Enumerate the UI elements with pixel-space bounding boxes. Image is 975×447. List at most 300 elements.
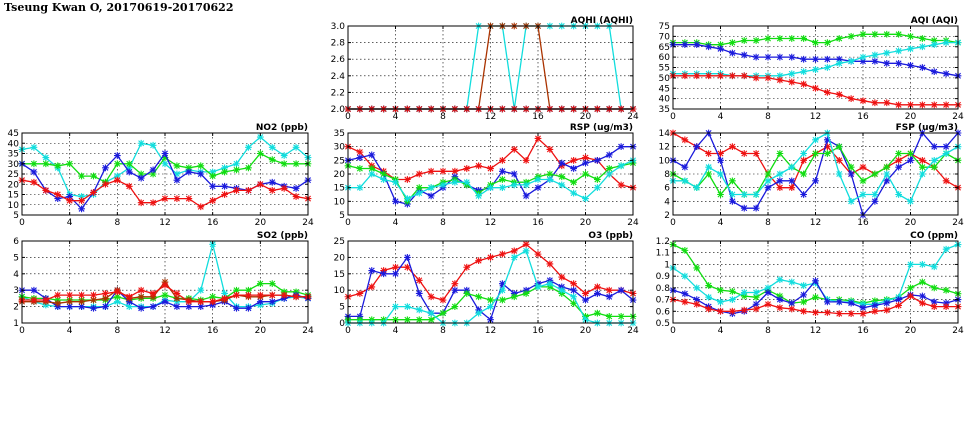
data-point bbox=[606, 171, 613, 178]
y-tick-label: 15 bbox=[7, 190, 19, 201]
data-point bbox=[765, 171, 772, 178]
y-tick-label: 2.6 bbox=[330, 55, 345, 66]
data-point bbox=[606, 151, 613, 158]
data-point bbox=[824, 64, 831, 71]
data-point bbox=[463, 179, 470, 186]
x-tick-label: 4 bbox=[66, 326, 73, 336]
data-point bbox=[356, 154, 363, 161]
data-point bbox=[451, 179, 458, 186]
data-point bbox=[570, 280, 577, 287]
data-point bbox=[824, 150, 831, 157]
data-point bbox=[356, 165, 363, 172]
data-point bbox=[788, 177, 795, 184]
data-point bbox=[741, 307, 748, 314]
data-point bbox=[729, 50, 736, 57]
data-point bbox=[836, 299, 843, 306]
data-point bbox=[174, 177, 181, 184]
y-tick-label: 60 bbox=[658, 53, 670, 64]
y-tick-label: 50 bbox=[658, 73, 670, 84]
data-point bbox=[895, 60, 902, 67]
chart-title: O3 (ppb) bbox=[588, 231, 633, 241]
x-tick-label: 0 bbox=[345, 112, 351, 122]
data-point bbox=[705, 282, 712, 289]
x-tick-label: 16 bbox=[857, 326, 869, 336]
data-point bbox=[812, 136, 819, 143]
data-point bbox=[78, 292, 85, 299]
data-point bbox=[546, 261, 553, 268]
y-tick-label: 25 bbox=[333, 237, 345, 247]
data-point bbox=[162, 150, 169, 157]
y-tick-label: 20 bbox=[333, 253, 345, 264]
data-point bbox=[895, 296, 902, 303]
data-point bbox=[233, 160, 240, 167]
data-point bbox=[114, 288, 121, 295]
data-point bbox=[765, 301, 772, 308]
data-point bbox=[440, 297, 447, 304]
data-point bbox=[812, 39, 819, 46]
data-point bbox=[919, 261, 926, 268]
x-tick-label: 12 bbox=[159, 218, 171, 228]
data-point bbox=[931, 303, 938, 310]
data-point bbox=[416, 290, 423, 297]
x-tick-label: 12 bbox=[809, 218, 822, 228]
data-point bbox=[800, 171, 807, 178]
data-point bbox=[943, 70, 950, 77]
data-point bbox=[546, 146, 553, 153]
y-tick-label: 30 bbox=[333, 142, 345, 153]
data-point bbox=[416, 171, 423, 178]
data-point bbox=[693, 265, 700, 272]
x-tick-label: 8 bbox=[765, 326, 771, 336]
data-point bbox=[860, 304, 867, 311]
y-tick-label: 12 bbox=[658, 142, 670, 153]
data-point bbox=[594, 310, 601, 317]
x-tick-label: 12 bbox=[159, 326, 171, 336]
data-point bbox=[209, 173, 216, 180]
data-point bbox=[753, 74, 760, 81]
data-point bbox=[416, 277, 423, 284]
data-point bbox=[511, 146, 518, 153]
data-point bbox=[233, 167, 240, 174]
data-point bbox=[487, 184, 494, 191]
data-point bbox=[221, 295, 228, 302]
data-point bbox=[895, 191, 902, 198]
data-point bbox=[221, 183, 228, 190]
data-point bbox=[919, 64, 926, 71]
data-point bbox=[765, 74, 772, 81]
data-point bbox=[102, 303, 109, 310]
data-point bbox=[943, 177, 950, 184]
y-tick-label: 70 bbox=[658, 32, 670, 43]
data-point bbox=[594, 284, 601, 291]
data-point bbox=[90, 305, 97, 312]
data-point bbox=[765, 289, 772, 296]
y-tick-label: 1.1 bbox=[655, 248, 670, 259]
data-point bbox=[185, 195, 192, 202]
data-point bbox=[428, 316, 435, 323]
data-point bbox=[860, 97, 867, 104]
data-point bbox=[931, 41, 938, 48]
y-tick-label: 4 bbox=[13, 269, 19, 280]
data-point bbox=[42, 154, 49, 161]
data-point bbox=[269, 298, 276, 305]
data-point bbox=[943, 150, 950, 157]
data-point bbox=[126, 160, 133, 167]
data-point bbox=[138, 199, 145, 206]
y-tick-label: 2.4 bbox=[330, 71, 345, 82]
data-point bbox=[681, 177, 688, 184]
y-tick-label: 10 bbox=[333, 197, 345, 208]
data-point bbox=[860, 54, 867, 61]
chart-title: NO2 (ppb) bbox=[255, 123, 308, 133]
data-point bbox=[499, 251, 506, 258]
data-point bbox=[776, 54, 783, 61]
data-point bbox=[741, 72, 748, 79]
data-point bbox=[812, 56, 819, 63]
x-tick-label: 4 bbox=[717, 218, 724, 228]
data-point bbox=[54, 300, 61, 307]
data-point bbox=[102, 181, 109, 188]
x-tick-label: 4 bbox=[392, 218, 399, 228]
y-tick-label: 4 bbox=[664, 197, 670, 208]
data-point bbox=[919, 171, 926, 178]
data-point bbox=[800, 191, 807, 198]
data-point bbox=[185, 169, 192, 176]
data-point bbox=[753, 205, 760, 212]
data-point bbox=[293, 144, 300, 151]
data-point bbox=[860, 177, 867, 184]
data-point bbox=[499, 297, 506, 304]
data-point bbox=[78, 197, 85, 204]
data-point bbox=[245, 144, 252, 151]
data-point bbox=[943, 39, 950, 46]
data-point bbox=[162, 292, 169, 299]
data-point bbox=[535, 284, 542, 291]
data-point bbox=[871, 198, 878, 205]
data-point bbox=[570, 293, 577, 300]
x-tick-label: 0 bbox=[345, 326, 351, 336]
data-point bbox=[174, 290, 181, 297]
data-point bbox=[451, 287, 458, 294]
data-point bbox=[836, 60, 843, 67]
data-point bbox=[511, 247, 518, 254]
data-point bbox=[860, 191, 867, 198]
data-point bbox=[558, 274, 565, 281]
data-point bbox=[693, 143, 700, 150]
y-tick-label: 0.7 bbox=[655, 295, 670, 306]
data-point bbox=[114, 177, 121, 184]
y-tick-label: 5 bbox=[13, 211, 19, 221]
data-point bbox=[269, 179, 276, 186]
data-point bbox=[475, 293, 482, 300]
data-point bbox=[269, 156, 276, 163]
x-tick-label: 4 bbox=[717, 112, 724, 122]
x-tick-label: 12 bbox=[484, 326, 497, 336]
data-point bbox=[836, 143, 843, 150]
y-tick-label: 45 bbox=[7, 129, 19, 139]
y-tick-label: 2.8 bbox=[330, 38, 345, 49]
data-point bbox=[606, 313, 613, 320]
data-point bbox=[741, 37, 748, 44]
data-point bbox=[511, 293, 518, 300]
data-point bbox=[836, 310, 843, 317]
x-tick-label: 24 bbox=[302, 326, 314, 336]
data-point bbox=[800, 68, 807, 75]
data-point bbox=[126, 183, 133, 190]
data-point bbox=[114, 160, 121, 167]
x-tick-label: 20 bbox=[579, 218, 592, 228]
data-point bbox=[558, 182, 565, 189]
data-point bbox=[788, 79, 795, 86]
data-point bbox=[860, 31, 867, 38]
data-point bbox=[693, 184, 700, 191]
data-point bbox=[392, 198, 399, 205]
data-point bbox=[221, 191, 228, 198]
x-tick-label: 12 bbox=[484, 112, 497, 122]
x-tick-label: 0 bbox=[345, 218, 351, 228]
y-tick-label: 25 bbox=[333, 156, 345, 167]
data-point bbox=[765, 177, 772, 184]
data-point bbox=[907, 157, 914, 164]
data-point bbox=[788, 70, 795, 77]
data-point bbox=[546, 280, 553, 287]
x-tick-label: 4 bbox=[66, 218, 73, 228]
data-point bbox=[162, 282, 169, 289]
x-tick-label: 12 bbox=[809, 326, 822, 336]
data-point bbox=[233, 292, 240, 299]
data-point bbox=[209, 298, 216, 305]
data-point bbox=[776, 171, 783, 178]
data-point bbox=[197, 203, 204, 210]
data-point bbox=[907, 150, 914, 157]
data-point bbox=[499, 184, 506, 191]
data-point bbox=[404, 303, 411, 310]
data-point bbox=[681, 164, 688, 171]
data-point bbox=[776, 304, 783, 311]
data-point bbox=[368, 284, 375, 291]
data-point bbox=[693, 41, 700, 48]
data-point bbox=[404, 176, 411, 183]
data-point bbox=[570, 165, 577, 172]
data-point bbox=[753, 37, 760, 44]
data-point bbox=[753, 191, 760, 198]
data-point bbox=[582, 171, 589, 178]
chart-so2 bbox=[13, 231, 314, 336]
chart-title: RSP (ug/m3) bbox=[569, 123, 633, 133]
data-point bbox=[233, 305, 240, 312]
data-point bbox=[848, 198, 855, 205]
data-point bbox=[824, 56, 831, 63]
data-point bbox=[753, 306, 760, 313]
data-point bbox=[606, 293, 613, 300]
x-tick-label: 24 bbox=[952, 326, 964, 336]
data-point bbox=[848, 171, 855, 178]
x-tick-label: 16 bbox=[206, 218, 219, 228]
data-point bbox=[693, 284, 700, 291]
data-point bbox=[943, 143, 950, 150]
data-point bbox=[931, 164, 938, 171]
y-tick-label: 1 bbox=[664, 260, 670, 271]
chart-no2 bbox=[8, 123, 314, 228]
data-point bbox=[907, 45, 914, 52]
data-point bbox=[269, 187, 276, 194]
data-point bbox=[800, 81, 807, 88]
data-point bbox=[931, 68, 938, 75]
data-point bbox=[174, 195, 181, 202]
data-point bbox=[800, 292, 807, 299]
y-tick-label: 2.0 bbox=[330, 105, 345, 115]
data-point bbox=[883, 300, 890, 307]
data-point bbox=[475, 257, 482, 264]
data-point bbox=[245, 187, 252, 194]
data-point bbox=[753, 54, 760, 61]
x-tick-label: 16 bbox=[532, 326, 544, 336]
data-point bbox=[776, 77, 783, 84]
data-point bbox=[463, 165, 470, 172]
y-tick-label: 5 bbox=[339, 211, 345, 221]
series-line bbox=[348, 244, 633, 300]
data-point bbox=[440, 182, 447, 189]
data-point bbox=[883, 31, 890, 38]
data-point bbox=[776, 35, 783, 42]
data-point bbox=[138, 305, 145, 312]
data-point bbox=[356, 184, 363, 191]
y-tick-label: 45 bbox=[658, 84, 670, 95]
series-line bbox=[673, 133, 958, 201]
data-point bbox=[871, 99, 878, 106]
data-point bbox=[269, 292, 276, 299]
data-point bbox=[546, 176, 553, 183]
data-point bbox=[281, 152, 288, 159]
x-tick-label: 20 bbox=[904, 112, 917, 122]
data-point bbox=[812, 277, 819, 284]
data-point bbox=[78, 298, 85, 305]
data-point bbox=[824, 299, 831, 306]
data-point bbox=[499, 168, 506, 175]
x-tick-label: 16 bbox=[857, 218, 869, 228]
y-tick-label: 25 bbox=[7, 170, 19, 180]
data-point bbox=[618, 143, 625, 150]
x-tick-label: 24 bbox=[952, 218, 964, 228]
data-point bbox=[245, 164, 252, 171]
data-point bbox=[800, 56, 807, 63]
data-point bbox=[416, 307, 423, 314]
data-point bbox=[150, 290, 157, 297]
data-point bbox=[535, 184, 542, 191]
data-point bbox=[871, 31, 878, 38]
data-point bbox=[919, 293, 926, 300]
data-point bbox=[221, 169, 228, 176]
data-point bbox=[919, 43, 926, 50]
x-tick-label: 4 bbox=[392, 112, 399, 122]
data-point bbox=[499, 176, 506, 183]
data-point bbox=[705, 43, 712, 50]
data-point bbox=[78, 173, 85, 180]
data-point bbox=[523, 157, 530, 164]
data-point bbox=[871, 58, 878, 65]
data-point bbox=[582, 160, 589, 167]
series-line bbox=[348, 147, 633, 204]
data-point bbox=[66, 292, 73, 299]
data-point bbox=[693, 301, 700, 308]
data-point bbox=[558, 287, 565, 294]
data-point bbox=[535, 135, 542, 142]
data-point bbox=[257, 150, 264, 157]
data-point bbox=[570, 190, 577, 197]
data-point bbox=[428, 192, 435, 199]
data-point bbox=[523, 290, 530, 297]
y-tick-label: 55 bbox=[658, 63, 670, 74]
data-point bbox=[729, 191, 736, 198]
data-point bbox=[150, 167, 157, 174]
data-point bbox=[209, 183, 216, 190]
data-point bbox=[800, 150, 807, 157]
data-point bbox=[931, 157, 938, 164]
chart-title: CO (ppm) bbox=[910, 231, 958, 241]
y-tick-label: 40 bbox=[7, 139, 19, 150]
data-point bbox=[824, 89, 831, 96]
y-tick-label: 2.2 bbox=[330, 88, 345, 99]
data-point bbox=[523, 247, 530, 254]
data-point bbox=[919, 157, 926, 164]
data-point bbox=[42, 187, 49, 194]
data-point bbox=[475, 162, 482, 169]
data-point bbox=[281, 160, 288, 167]
data-point bbox=[66, 160, 73, 167]
data-point bbox=[788, 300, 795, 307]
x-tick-label: 8 bbox=[114, 218, 121, 228]
data-point bbox=[451, 303, 458, 310]
data-point bbox=[729, 308, 736, 315]
data-point bbox=[126, 169, 133, 176]
data-point bbox=[416, 316, 423, 323]
x-tick-label: 20 bbox=[579, 326, 592, 336]
x-tick-label: 24 bbox=[627, 112, 639, 122]
data-point bbox=[848, 164, 855, 171]
data-point bbox=[42, 297, 49, 304]
data-point bbox=[741, 150, 748, 157]
data-point bbox=[293, 185, 300, 192]
data-point bbox=[753, 150, 760, 157]
data-point bbox=[907, 284, 914, 291]
data-point bbox=[871, 191, 878, 198]
y-tick-label: 20 bbox=[333, 170, 345, 180]
data-point bbox=[741, 289, 748, 296]
data-point bbox=[741, 191, 748, 198]
data-point bbox=[931, 284, 938, 291]
x-tick-label: 8 bbox=[440, 112, 446, 122]
data-point bbox=[681, 72, 688, 79]
data-point bbox=[800, 308, 807, 315]
data-point bbox=[717, 191, 724, 198]
data-point bbox=[185, 298, 192, 305]
x-tick-label: 16 bbox=[857, 112, 869, 122]
data-point bbox=[871, 308, 878, 315]
data-point bbox=[66, 197, 73, 204]
x-tick-label: 16 bbox=[206, 326, 219, 336]
data-point bbox=[138, 175, 145, 182]
data-point bbox=[269, 144, 276, 151]
data-point bbox=[138, 293, 145, 300]
data-point bbox=[788, 306, 795, 313]
data-point bbox=[919, 164, 926, 171]
data-point bbox=[293, 193, 300, 200]
data-point bbox=[919, 300, 926, 307]
data-point bbox=[523, 182, 530, 189]
chart-title: AQI (AQI) bbox=[910, 16, 958, 26]
data-point bbox=[618, 182, 625, 189]
series-o3-1 bbox=[345, 254, 637, 323]
